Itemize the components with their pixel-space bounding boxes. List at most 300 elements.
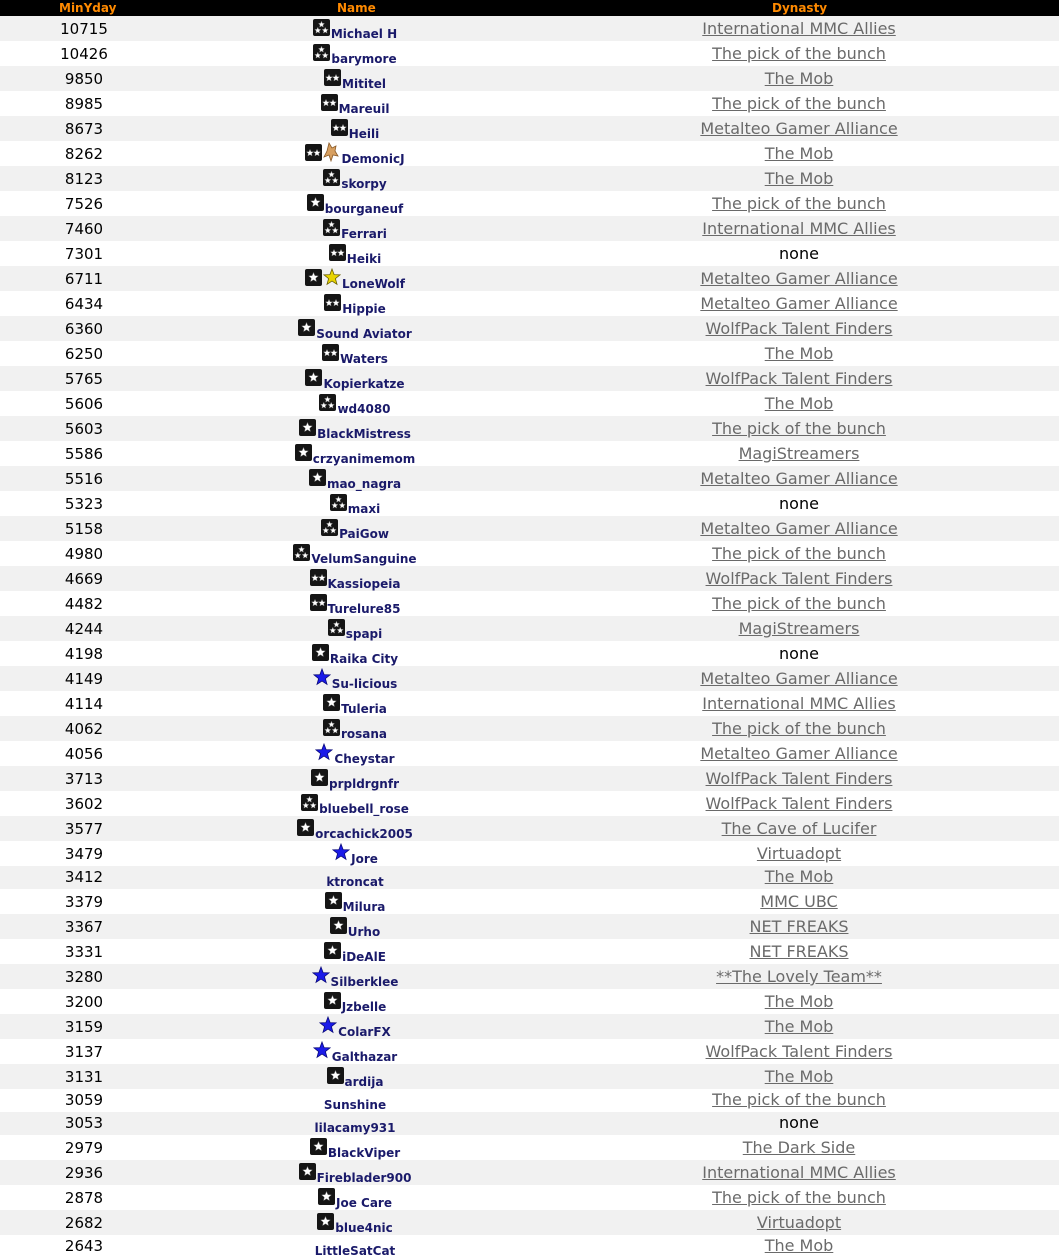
dynasty-cell <box>640 269 958 288</box>
dynasty-link[interactable]: Metalteo Gamer Alliance <box>700 669 898 688</box>
dynasty-cell <box>640 119 958 138</box>
player-name-link[interactable]: barymore <box>331 52 397 66</box>
name-cell <box>220 1098 490 1112</box>
min-yday-cell: 3280 <box>64 968 104 986</box>
player-name-link[interactable]: Kassiopeia <box>327 577 401 591</box>
badge-3star-icon <box>293 544 310 561</box>
min-yday-cell: 5586 <box>64 445 104 463</box>
dynasty-link[interactable]: WolfPack Talent Finders <box>705 369 893 388</box>
player-name-link[interactable]: BlackMistress <box>317 427 411 441</box>
name-cell <box>220 294 490 316</box>
dynasty-cell <box>640 19 958 38</box>
player-name-link[interactable]: ardija <box>344 1075 384 1089</box>
name-cell <box>220 644 490 666</box>
player-name-link[interactable]: Hippie <box>342 302 386 316</box>
dynasty-link[interactable]: MagiStreamers <box>738 619 860 638</box>
min-yday-cell: 8262 <box>64 145 104 163</box>
name-cell <box>220 69 490 91</box>
gold-star-icon <box>323 268 341 286</box>
name-cell <box>220 369 490 391</box>
min-yday-cell: 3412 <box>64 868 104 886</box>
table-row <box>0 939 1059 964</box>
dynasty-link[interactable]: The pick of the bunch <box>712 44 886 63</box>
badge-3star-icon <box>323 719 340 736</box>
dynasty-link[interactable]: Metalteo Gamer Alliance <box>700 519 898 538</box>
dynasty-cell <box>640 892 958 911</box>
player-name-link[interactable]: lilacamy931 <box>314 1121 396 1135</box>
badge-1star-icon <box>324 992 341 1009</box>
player-name-link[interactable]: Galthazar <box>331 1050 398 1064</box>
player-name-link[interactable]: LoneWolf <box>342 277 405 291</box>
dynasty-link[interactable]: The Mob <box>764 992 834 1011</box>
dynasty-link[interactable]: The Mob <box>764 394 834 413</box>
name-cell <box>220 319 490 341</box>
table-row <box>0 1185 1059 1210</box>
min-yday-cell: 5323 <box>64 495 104 513</box>
badge-3star-icon <box>313 19 330 36</box>
name-cell <box>220 819 490 841</box>
dynasty-link[interactable]: The Mob <box>764 867 834 886</box>
badge-3star-icon <box>323 219 340 236</box>
player-name-link[interactable]: Raika City <box>329 652 399 666</box>
name-cell <box>220 244 490 266</box>
player-name-link[interactable]: Silberklee <box>330 975 399 989</box>
dynasty-link[interactable]: International MMC Allies <box>702 1163 896 1182</box>
dynasty-cell <box>640 967 958 986</box>
player-name-link[interactable]: Sound Aviator <box>316 327 412 341</box>
player-name-link[interactable]: Turelure85 <box>327 602 401 616</box>
dynasty-link[interactable]: NET FREAKS <box>749 917 849 936</box>
dynasty-cell <box>640 1236 958 1255</box>
dynasty-link[interactable]: Virtuadopt <box>756 1213 842 1232</box>
table-row <box>0 316 1059 341</box>
min-yday-cell: 9850 <box>64 70 104 88</box>
name-cell <box>220 544 490 566</box>
name-cell <box>220 44 490 66</box>
dynasty-cell <box>640 719 958 738</box>
dynasty-cell <box>640 794 958 813</box>
player-name-link[interactable]: Cheystar <box>334 752 395 766</box>
badge-1star-icon <box>307 194 324 211</box>
dynasty-cell <box>640 294 958 313</box>
blue-star-icon <box>312 966 330 984</box>
table-row <box>0 166 1059 191</box>
dynasty-cell <box>640 844 958 863</box>
dynasty-link[interactable]: The pick of the bunch <box>712 419 886 438</box>
table-row <box>0 989 1059 1014</box>
dynasty-cell <box>640 444 958 463</box>
dynasty-link[interactable]: The pick of the bunch <box>712 194 886 213</box>
dynasty-cell <box>640 344 958 363</box>
table-row <box>0 666 1059 691</box>
dynasty-link[interactable]: Metalteo Gamer Alliance <box>700 744 898 763</box>
blue-star-icon <box>313 668 331 686</box>
header-min-yday[interactable]: MinYday <box>59 1 117 15</box>
min-yday-cell: 2643 <box>64 1237 104 1255</box>
badge-2star-icon <box>310 569 327 586</box>
min-yday-cell: 4149 <box>64 670 104 688</box>
table-row <box>0 816 1059 841</box>
min-yday-cell: 3131 <box>64 1068 104 1086</box>
min-yday-cell: 4482 <box>64 595 104 613</box>
header-dynasty[interactable]: Dynasty <box>772 1 828 15</box>
dynasty-link[interactable]: The pick of the bunch <box>712 719 886 738</box>
name-cell <box>220 743 490 766</box>
player-name-link[interactable]: Joe Care <box>336 1196 392 1210</box>
dynasty-cell <box>640 44 958 63</box>
player-name-link[interactable]: Su-licious <box>331 677 398 691</box>
player-name-link[interactable]: Mititel <box>342 77 386 91</box>
badge-3star-icon <box>328 619 345 636</box>
player-name-link[interactable]: bourganeuf <box>324 202 404 216</box>
dynasty-text: none <box>779 244 819 263</box>
dynasty-cell <box>640 992 958 1011</box>
dynasty-link[interactable]: The pick of the bunch <box>712 1188 886 1207</box>
dynasty-link[interactable]: WolfPack Talent Finders <box>705 319 893 338</box>
table-row <box>0 1210 1059 1235</box>
dynasty-link[interactable]: The Mob <box>764 169 834 188</box>
dynasty-cell <box>640 394 958 413</box>
min-yday-cell: 3479 <box>64 845 104 863</box>
dynasty-link[interactable]: MMC UBC <box>760 892 838 911</box>
dynasty-link[interactable]: WolfPack Talent Finders <box>705 769 893 788</box>
badge-1star-icon <box>309 469 326 486</box>
name-cell <box>220 1213 490 1235</box>
dynasty-text: none <box>779 1113 819 1132</box>
dynasty-cell <box>640 194 958 213</box>
badge-1star-icon <box>325 892 342 909</box>
min-yday-cell: 4198 <box>64 645 104 663</box>
table-row <box>0 516 1059 541</box>
table-row <box>0 766 1059 791</box>
name-cell <box>220 94 490 116</box>
min-yday-cell: 3713 <box>64 770 104 788</box>
dynasty-cell <box>640 544 958 563</box>
name-cell <box>220 794 490 816</box>
dynasty-cell <box>640 469 958 488</box>
min-yday-cell: 2682 <box>64 1214 104 1232</box>
table-row <box>0 1160 1059 1185</box>
dynasty-link[interactable]: Metalteo Gamer Alliance <box>700 269 898 288</box>
blue-star-icon <box>315 743 333 761</box>
min-yday-cell: 6250 <box>64 345 104 363</box>
dynasty-cell <box>640 219 958 238</box>
dynasty-cell <box>640 942 958 961</box>
min-yday-cell: 2936 <box>64 1164 104 1182</box>
badge-1star-icon <box>317 1213 334 1230</box>
table-row <box>0 566 1059 591</box>
name-cell <box>220 892 490 914</box>
player-name-link[interactable]: maxi <box>347 502 381 516</box>
table-row <box>0 341 1059 366</box>
badge-1star-icon <box>310 1138 327 1155</box>
dynasty-cell <box>640 1067 958 1086</box>
player-name-link[interactable]: blue4nic <box>335 1221 393 1235</box>
dynasty-link[interactable]: The pick of the bunch <box>712 594 886 613</box>
badge-1star-icon <box>311 769 328 786</box>
dynasty-cell <box>640 917 958 936</box>
dynasty-link[interactable]: Metalteo Gamer Alliance <box>700 469 898 488</box>
min-yday-cell: 3331 <box>64 943 104 961</box>
header-name[interactable]: Name <box>337 1 376 15</box>
table-row <box>0 366 1059 391</box>
min-yday-cell: 5516 <box>64 470 104 488</box>
player-name-link[interactable]: crzyanimemom <box>312 452 416 466</box>
name-cell <box>220 1041 490 1064</box>
table-row <box>0 616 1059 641</box>
dynasty-cell <box>640 519 958 538</box>
min-yday-cell: 10426 <box>60 45 108 63</box>
badge-2star-icon <box>331 119 348 136</box>
player-name-link[interactable]: Heiki <box>346 252 382 266</box>
min-yday-cell: 3053 <box>64 1114 104 1132</box>
name-cell <box>220 1188 490 1210</box>
dynasty-link[interactable]: The pick of the bunch <box>712 1090 886 1109</box>
name-cell <box>220 19 490 41</box>
player-name-link[interactable]: rosana <box>340 727 388 741</box>
badge-2star-icon <box>324 69 341 86</box>
blue-star-icon <box>313 1041 331 1059</box>
name-cell <box>220 394 490 416</box>
table-row <box>0 716 1059 741</box>
table-row <box>0 691 1059 716</box>
dynasty-cell <box>640 1113 958 1132</box>
dynasty-cell <box>640 694 958 713</box>
table-row <box>0 491 1059 516</box>
badge-1star-icon <box>312 644 329 661</box>
name-cell <box>220 419 490 441</box>
badge-1star-icon <box>305 369 322 386</box>
dynasty-link[interactable]: International MMC Allies <box>702 19 896 38</box>
dynasty-link[interactable]: The pick of the bunch <box>712 544 886 563</box>
dynasty-cell <box>640 144 958 163</box>
min-yday-cell: 6711 <box>64 270 104 288</box>
fox-icon <box>323 142 339 162</box>
min-yday-cell: 3602 <box>64 795 104 813</box>
badge-3star-icon <box>323 169 340 186</box>
dynasty-link[interactable]: WolfPack Talent Finders <box>705 794 893 813</box>
min-yday-cell: 8985 <box>64 95 104 113</box>
player-name-link[interactable]: Sunshine <box>323 1098 387 1112</box>
dynasty-link[interactable]: The Mob <box>764 1067 834 1086</box>
name-cell <box>220 1016 490 1039</box>
dynasty-cell <box>640 1042 958 1061</box>
dynasty-cell <box>640 494 958 513</box>
table-body <box>0 16 1059 1258</box>
dynasty-link[interactable]: International MMC Allies <box>702 694 896 713</box>
min-yday-cell: 4056 <box>64 745 104 763</box>
blue-star-icon <box>319 1016 337 1034</box>
player-name-link[interactable]: Fireblader900 <box>316 1171 412 1185</box>
table-row <box>0 191 1059 216</box>
name-cell <box>220 694 490 716</box>
min-yday-cell: 7460 <box>64 220 104 238</box>
dynasty-cell <box>640 1090 958 1109</box>
min-yday-cell: 4062 <box>64 720 104 738</box>
dynasty-link[interactable]: MagiStreamers <box>738 444 860 463</box>
min-yday-cell: 5158 <box>64 520 104 538</box>
name-cell <box>220 444 490 466</box>
player-name-link[interactable]: bluebell_rose <box>319 802 409 816</box>
badge-1star-icon <box>330 917 347 934</box>
dynasty-cell <box>640 1163 958 1182</box>
table-row <box>0 1039 1059 1064</box>
dynasty-cell <box>640 619 958 638</box>
dynasty-link[interactable]: Metalteo Gamer Alliance <box>700 119 898 138</box>
table-row <box>0 266 1059 291</box>
badge-3star-icon <box>330 494 347 511</box>
name-cell <box>220 169 490 191</box>
name-cell <box>220 942 490 964</box>
dynasty-cell <box>640 744 958 763</box>
player-name-link[interactable]: spapi <box>345 627 383 641</box>
badge-3star-icon <box>313 44 330 61</box>
player-name-link[interactable]: Jore <box>351 852 378 866</box>
dynasty-link[interactable]: NET FREAKS <box>749 942 849 961</box>
player-name-link[interactable]: Kopierkatze <box>323 377 405 391</box>
min-yday-cell: 5603 <box>64 420 104 438</box>
table-row <box>0 1135 1059 1160</box>
dynasty-link[interactable]: The Mob <box>764 69 834 88</box>
player-name-link[interactable]: LittleSatCat <box>314 1244 396 1258</box>
dynasty-link[interactable]: The Mob <box>764 1236 834 1255</box>
name-cell <box>220 344 490 366</box>
dynasty-link[interactable]: The Mob <box>764 1017 834 1036</box>
min-yday-cell: 3367 <box>64 918 104 936</box>
name-cell <box>220 119 490 141</box>
player-name-link[interactable]: mao_nagra <box>326 477 402 491</box>
name-cell <box>220 719 490 741</box>
dynasty-text: none <box>779 644 819 663</box>
dynasty-cell <box>640 644 958 663</box>
min-yday-cell: 2878 <box>64 1189 104 1207</box>
table-row <box>0 541 1059 566</box>
dynasty-link[interactable]: WolfPack Talent Finders <box>705 569 893 588</box>
min-yday-cell: 3159 <box>64 1018 104 1036</box>
min-yday-cell: 3577 <box>64 820 104 838</box>
name-cell <box>220 966 490 989</box>
badge-1star-icon <box>299 1163 316 1180</box>
table-row <box>0 466 1059 491</box>
table-row <box>0 1235 1059 1258</box>
player-name-link[interactable]: Urho <box>347 925 381 939</box>
badge-1star-icon <box>299 419 316 436</box>
badge-3star-icon <box>319 394 336 411</box>
name-cell <box>220 769 490 791</box>
player-name-link[interactable]: Mareuil <box>338 102 390 116</box>
dynasty-link[interactable]: The Cave of Lucifer <box>721 819 877 838</box>
min-yday-cell: 2979 <box>64 1139 104 1157</box>
dynasty-link[interactable]: **The Lovely Team** <box>716 967 882 986</box>
dynasty-link[interactable]: Metalteo Gamer Alliance <box>700 294 898 313</box>
name-cell <box>220 519 490 541</box>
player-name-link[interactable]: PaiGow <box>339 527 389 541</box>
player-name-link[interactable]: orcachick2005 <box>315 827 413 841</box>
player-name-link[interactable]: Michael H <box>330 27 398 41</box>
player-name-link[interactable]: DemonicJ <box>341 152 405 166</box>
player-name-link[interactable]: VelumSanguine <box>311 552 417 566</box>
dynasty-link[interactable]: The Mob <box>764 144 834 163</box>
table-row <box>0 291 1059 316</box>
dynasty-link[interactable]: The Dark Side <box>742 1138 856 1157</box>
table-row <box>0 591 1059 616</box>
min-yday-cell: 8123 <box>64 170 104 188</box>
player-name-link[interactable]: prpldrgnfr <box>329 777 399 791</box>
badge-2star-icon <box>321 94 338 111</box>
name-cell <box>220 219 490 241</box>
table-row <box>0 141 1059 166</box>
table-row <box>0 914 1059 939</box>
dynasty-cell <box>640 819 958 838</box>
table-row <box>0 41 1059 66</box>
table-row <box>0 416 1059 441</box>
name-cell <box>220 1121 490 1135</box>
table-row <box>0 241 1059 266</box>
table-row <box>0 16 1059 41</box>
player-name-link[interactable]: Heili <box>348 127 380 141</box>
player-name-link[interactable]: Milura <box>342 900 386 914</box>
player-name-link[interactable]: Jzbelle <box>341 1000 387 1014</box>
min-yday-cell: 4114 <box>64 695 104 713</box>
name-cell <box>220 594 490 616</box>
blue-star-icon <box>332 843 350 861</box>
player-name-link[interactable]: ktroncat <box>326 875 384 889</box>
dynasty-cell <box>640 1188 958 1207</box>
player-name-link[interactable]: ColarFX <box>338 1025 391 1039</box>
player-name-link[interactable]: Ferrari <box>341 227 387 241</box>
badge-2star-icon <box>322 344 339 361</box>
player-name-link[interactable]: skorpy <box>341 177 387 191</box>
dynasty-cell <box>640 94 958 113</box>
dynasty-cell <box>640 594 958 613</box>
player-name-link[interactable]: Tuleria <box>341 702 387 716</box>
table-row <box>0 791 1059 816</box>
table-row <box>0 741 1059 766</box>
table-row <box>0 216 1059 241</box>
table-row <box>0 1089 1059 1112</box>
name-cell <box>220 917 490 939</box>
table-row <box>0 1064 1059 1089</box>
badge-1star-icon <box>298 319 315 336</box>
dynasty-link[interactable]: The pick of the bunch <box>712 94 886 113</box>
min-yday-cell: 4980 <box>64 545 104 563</box>
dynasty-link[interactable]: WolfPack Talent Finders <box>705 1042 893 1061</box>
min-yday-cell: 6360 <box>64 320 104 338</box>
badge-1star-icon <box>297 819 314 836</box>
name-cell <box>220 194 490 216</box>
dynasty-link[interactable]: The Mob <box>764 344 834 363</box>
table-row <box>0 441 1059 466</box>
dynasty-link[interactable]: International MMC Allies <box>702 219 896 238</box>
player-name-link[interactable]: wd4080 <box>337 402 391 416</box>
min-yday-cell: 5606 <box>64 395 104 413</box>
dynasty-cell <box>640 419 958 438</box>
table-row <box>0 841 1059 866</box>
dynasty-link[interactable]: Virtuadopt <box>756 844 842 863</box>
min-yday-cell: 10715 <box>60 20 108 38</box>
name-cell <box>220 142 490 166</box>
dynasty-cell <box>640 1017 958 1036</box>
player-name-link[interactable]: iDeAlE <box>342 950 386 964</box>
player-name-link[interactable]: BlackViper <box>327 1146 401 1160</box>
name-cell <box>220 469 490 491</box>
player-name-link[interactable]: Waters <box>340 352 388 366</box>
table-row <box>0 91 1059 116</box>
min-yday-cell: 5765 <box>64 370 104 388</box>
dynasty-cell <box>640 319 958 338</box>
min-yday-cell: 7301 <box>64 245 104 263</box>
name-cell <box>220 1067 490 1089</box>
